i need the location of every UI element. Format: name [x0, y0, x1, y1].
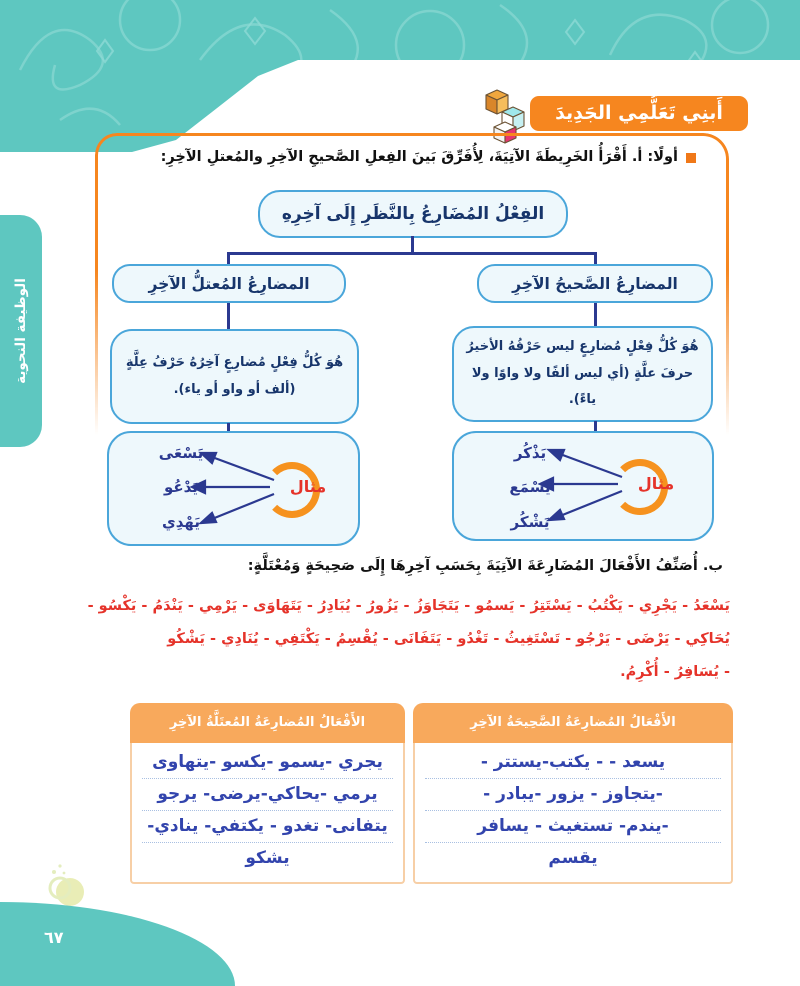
answer-row: يسعد - - يكتب-يستتر - [425, 747, 721, 779]
instruction-first: أولًا: أ. أَقْرَأُ الخَرِيطَةَ الآتِيَةَ، لِأُفَرِّقَ بَينَ الفِعلِ الصَّحيحِ الآخِرِ والمُعتلِ الآخِرِ: [160, 149, 678, 165]
example-label: مثال [289, 477, 327, 496]
verb-list-line: يُحَاكِي - يَرْضَى - يَرْجُو - تَسْتَغِيثُ - تَغْدُو - يَتَفَانَى - يُقْسِمُ - يَكْتَفِي - يُنَادِي - يَشْكُو [167, 631, 730, 647]
sidebar-unit-tab [0, 215, 42, 447]
answer-table-sound-body [413, 743, 733, 884]
connector-weak-def [227, 303, 230, 330]
verb-list-line: - يُسَافِرُ - أُكْرِمُ. [620, 664, 730, 680]
examples-box-weak [107, 431, 360, 546]
definition-sound: هُوَ كُلُّ فِعْلٍ مُضارِعٍ ليس حَرْفُهُ الأخيرُ حرفَ علَّةٍ (أي ليس ألفًا ولا واوًا ولا ياءً). [452, 326, 713, 422]
branch-weak-title: المضارِعُ المُعتلُّ الآخِرِ [112, 264, 346, 303]
answer-table-weak [130, 703, 405, 884]
concept-map-root: الفِعْلُ المُضَارِعُ بِالنَّظَرِ إِلَى آخِرِهِ [258, 190, 568, 238]
answer-table-sound [413, 703, 733, 884]
answer-table-sound-header: الأَفْعَالُ المُضارِعَةُ الصَّحِيحَةُ الآخِرِ [413, 703, 733, 743]
answer-table-weak-body [130, 743, 405, 884]
answer-row: يقسم [548, 848, 598, 868]
instruction-classify: ب. أُصَنِّفُ الأَفْعَالَ المُضَارِعَةَ الآتِيَةَ بِحَسَبِ آخِرِهَا إِلَى صَحِيحَةٍ وَمُعْتَلَّةٍ: [247, 558, 723, 574]
answer-row: -يتجاوز - يزور -يبادر - [425, 779, 721, 811]
answer-row: يشكو [245, 848, 290, 868]
example-label: مثال [637, 474, 675, 493]
answer-table-weak-header: الأَفْعَالُ المُضارِعَةُ المُعتَلَّةُ الآخِرِ [130, 703, 405, 743]
activity-frame [95, 133, 729, 476]
answer-row: يتفانى- تغدو - يكتفي- ينادي- [142, 811, 393, 843]
examples-box-sound [452, 431, 714, 541]
example-verb: يَسْمَع [509, 478, 551, 496]
example-verb: يَسْعَى [158, 444, 204, 462]
answer-row: -يندم- تستغيث - يسافر [425, 811, 721, 843]
answer-row: يجري -يسمو -يكسو -يتهاوى [142, 747, 393, 779]
example-verb: يَذْكُر [513, 444, 547, 462]
connector-horizontal [227, 252, 596, 255]
verb-list-line: يَسْعَدُ - يَجْرِي - يَكْتُبُ - يَسْتَتِرُ - يَسمُو - يَتَجَاوَزُ - يَزُورُ - يُبَادِرُ - يَتَهَاوَى - يَرْمِي - يَنْدَمُ - يَكْسُو - [87, 598, 730, 614]
example-verb: يَهْدِي [162, 513, 200, 531]
definition-weak: هُوَ كُلُّ فِعْلٍ مُضارِعٍ آخِرُهُ حَرْفُ عِلَّةٍ (ألف أو واو أو ياء). [110, 329, 359, 424]
answer-row: يرمي -يحاكي-يرضى- يرجو [142, 779, 393, 811]
bottom-wave-decoration [0, 902, 235, 986]
square-bullet-icon [686, 153, 696, 163]
example-verb: يَشْكُر [510, 513, 550, 531]
page-number: ٦٧ [44, 928, 64, 947]
example-verb: يَدْعُو [164, 478, 198, 496]
lesson-section-title: أَبنِي تَعَلُّمِي الجَدِيدَ [530, 96, 748, 131]
sidebar-unit-label: الوظيفة النحوية [13, 278, 29, 384]
connector-sound-def [594, 303, 597, 327]
branch-sound-title: المضارِعُ الصَّحيحُ الآخِرِ [477, 264, 713, 303]
